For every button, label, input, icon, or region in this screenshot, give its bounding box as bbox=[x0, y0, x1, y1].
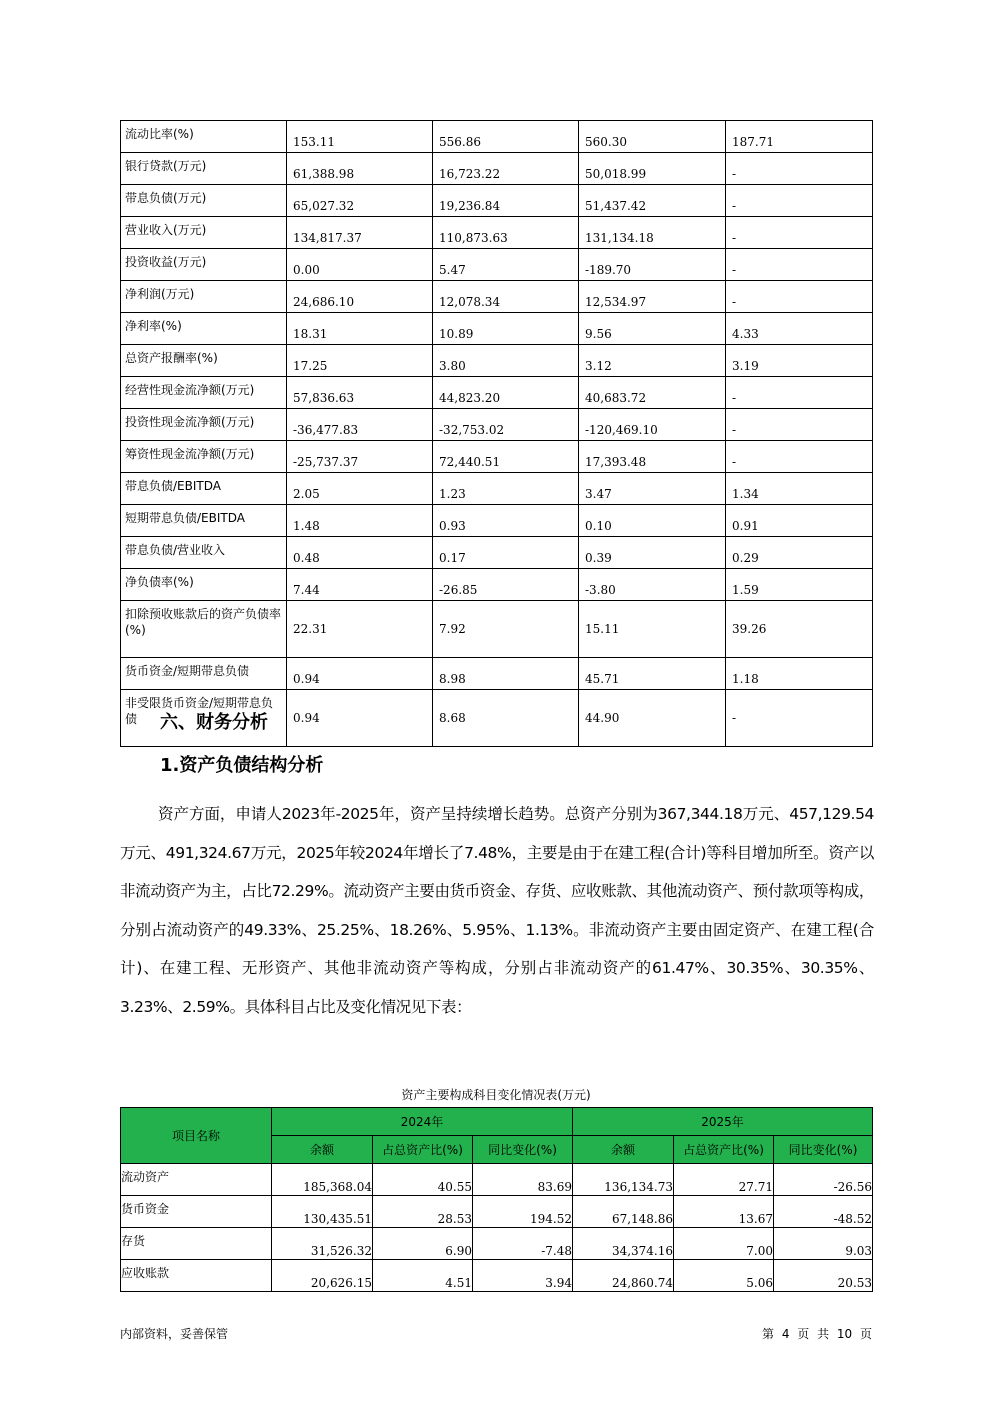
metric-value: 4.33 bbox=[726, 313, 873, 345]
metrics-row bbox=[121, 569, 873, 601]
metric-label: 带息负债(万元) bbox=[121, 185, 287, 217]
metric-value: 0.48 bbox=[287, 537, 433, 569]
metric-value: -32,753.02 bbox=[433, 409, 579, 441]
metric-label: 净利润(万元) bbox=[121, 281, 287, 313]
metric-value: 187.71 bbox=[726, 121, 873, 153]
metrics-row bbox=[121, 473, 873, 505]
metric-value: 15.11 bbox=[579, 601, 726, 658]
metrics-row bbox=[121, 601, 873, 658]
metrics-row bbox=[121, 217, 873, 249]
asset-value: 3.94 bbox=[473, 1260, 573, 1292]
metric-value: 22.31 bbox=[287, 601, 433, 658]
metric-value: 3.47 bbox=[579, 473, 726, 505]
metric-value: 0.93 bbox=[433, 505, 579, 537]
asset-item-name: 应收账款 bbox=[121, 1260, 272, 1292]
metric-value: 0.94 bbox=[287, 658, 433, 690]
metric-label: 总资产报酬率(%) bbox=[121, 345, 287, 377]
metric-label: 流动比率(%) bbox=[121, 121, 287, 153]
metrics-row bbox=[121, 345, 873, 377]
metric-value: 1.59 bbox=[726, 569, 873, 601]
metric-value: 17.25 bbox=[287, 345, 433, 377]
balance-header: 余额 bbox=[272, 1136, 373, 1164]
asset-row bbox=[121, 1228, 873, 1260]
metric-value: 12,534.97 bbox=[579, 281, 726, 313]
metric-label: 银行贷款(万元) bbox=[121, 153, 287, 185]
metrics-row bbox=[121, 441, 873, 473]
metric-value: 65,027.32 bbox=[287, 185, 433, 217]
asset-composition-table bbox=[120, 1107, 873, 1292]
metric-value: 0.17 bbox=[433, 537, 579, 569]
asset-value: 20,626.15 bbox=[272, 1260, 373, 1292]
metric-value: 40,683.72 bbox=[579, 377, 726, 409]
item-name-header: 项目名称 bbox=[121, 1108, 272, 1164]
metric-value: 0.29 bbox=[726, 537, 873, 569]
metric-value: - bbox=[726, 217, 873, 249]
metric-value: 5.47 bbox=[433, 249, 579, 281]
metric-value: 134,817.37 bbox=[287, 217, 433, 249]
metric-label: 扣除预收账款后的资产负债率(%) bbox=[121, 601, 287, 658]
metric-value: -25,737.37 bbox=[287, 441, 433, 473]
metric-value: 556.86 bbox=[433, 121, 579, 153]
metrics-row bbox=[121, 281, 873, 313]
metric-value: -189.70 bbox=[579, 249, 726, 281]
metric-value: 61,388.98 bbox=[287, 153, 433, 185]
section-title: 六、财务分析 bbox=[160, 712, 268, 733]
metric-value: - bbox=[726, 409, 873, 441]
metric-value: 50,018.99 bbox=[579, 153, 726, 185]
metric-value: 3.12 bbox=[579, 345, 726, 377]
metric-label: 经营性现金流净额(万元) bbox=[121, 377, 287, 409]
metric-value: 7.92 bbox=[433, 601, 579, 658]
asset-value: 194.52 bbox=[473, 1196, 573, 1228]
asset-value: 7.00 bbox=[674, 1228, 774, 1260]
metric-label: 投资性现金流净额(万元) bbox=[121, 409, 287, 441]
metric-value: 2.05 bbox=[287, 473, 433, 505]
year-2025-header: 2025年 bbox=[573, 1108, 873, 1136]
metric-label: 净利率(%) bbox=[121, 313, 287, 345]
asset-value: -48.52 bbox=[774, 1196, 873, 1228]
metric-value: 8.68 bbox=[433, 690, 579, 747]
metric-value: 39.26 bbox=[726, 601, 873, 658]
metric-value: -36,477.83 bbox=[287, 409, 433, 441]
metric-label: 短期带息负债/EBITDA bbox=[121, 505, 287, 537]
metric-value: 18.31 bbox=[287, 313, 433, 345]
asset-value: 24,860.74 bbox=[573, 1260, 674, 1292]
metrics-row bbox=[121, 121, 873, 153]
asset-value: 27.71 bbox=[674, 1164, 774, 1196]
metric-label: 带息负债/营业收入 bbox=[121, 537, 287, 569]
asset-value: 34,374.16 bbox=[573, 1228, 674, 1260]
metric-value: 7.44 bbox=[287, 569, 433, 601]
metric-label: 营业收入(万元) bbox=[121, 217, 287, 249]
asset-row bbox=[121, 1164, 873, 1196]
asset-value: 83.69 bbox=[473, 1164, 573, 1196]
asset-value: 5.06 bbox=[674, 1260, 774, 1292]
asset-item-name: 流动资产 bbox=[121, 1164, 272, 1196]
metric-value: 560.30 bbox=[579, 121, 726, 153]
metrics-row bbox=[121, 537, 873, 569]
metric-label: 净负债率(%) bbox=[121, 569, 287, 601]
asset-header-row-years bbox=[121, 1108, 873, 1136]
asset-table-body bbox=[121, 1108, 873, 1292]
metric-value: 8.98 bbox=[433, 658, 579, 690]
asset-item-name: 存货 bbox=[121, 1228, 272, 1260]
metrics-row bbox=[121, 409, 873, 441]
asset-row bbox=[121, 1196, 873, 1228]
metric-value: 17,393.48 bbox=[579, 441, 726, 473]
share-header: 占总资产比(%) bbox=[373, 1136, 473, 1164]
asset-value: -7.48 bbox=[473, 1228, 573, 1260]
metric-label: 投资收益(万元) bbox=[121, 249, 287, 281]
metric-value: 1.48 bbox=[287, 505, 433, 537]
metric-value: - bbox=[726, 690, 873, 747]
asset-table-caption: 资产主要构成科目变化情况表(万元) bbox=[401, 1088, 591, 1102]
metric-value: 51,437.42 bbox=[579, 185, 726, 217]
asset-value: 9.03 bbox=[774, 1228, 873, 1260]
metric-value: 19,236.84 bbox=[433, 185, 579, 217]
metric-label: 带息负债/EBITDA bbox=[121, 473, 287, 505]
balance-header: 余额 bbox=[573, 1136, 674, 1164]
asset-value: 31,526.32 bbox=[272, 1228, 373, 1260]
metric-value: 0.91 bbox=[726, 505, 873, 537]
metrics-row bbox=[121, 505, 873, 537]
metric-value: 72,440.51 bbox=[433, 441, 579, 473]
financial-metrics-table bbox=[120, 120, 873, 747]
metric-value: -26.85 bbox=[433, 569, 579, 601]
metrics-row bbox=[121, 377, 873, 409]
metrics-row bbox=[121, 313, 873, 345]
yoy-header: 同比变化(%) bbox=[774, 1136, 873, 1164]
metric-value: 1.34 bbox=[726, 473, 873, 505]
metric-value: - bbox=[726, 441, 873, 473]
metric-value: 44,823.20 bbox=[433, 377, 579, 409]
metric-label: 非受限货币资金/短期带息负债 bbox=[121, 690, 287, 747]
metric-value: 131,134.18 bbox=[579, 217, 726, 249]
asset-value: 28.53 bbox=[373, 1196, 473, 1228]
asset-value: 40.55 bbox=[373, 1164, 473, 1196]
footer-page-number: 第 4 页 共 10 页 bbox=[762, 1327, 872, 1341]
metric-value: - bbox=[726, 153, 873, 185]
asset-value: 185,368.04 bbox=[272, 1164, 373, 1196]
metric-value: -3.80 bbox=[579, 569, 726, 601]
metric-value: 44.90 bbox=[579, 690, 726, 747]
metric-value: 1.18 bbox=[726, 658, 873, 690]
share-header: 占总资产比(%) bbox=[674, 1136, 774, 1164]
asset-value: 67,148.86 bbox=[573, 1196, 674, 1228]
metric-value: 45.71 bbox=[579, 658, 726, 690]
metric-value: - bbox=[726, 377, 873, 409]
year-2024-header: 2024年 bbox=[272, 1108, 573, 1136]
metric-value: 57,836.63 bbox=[287, 377, 433, 409]
metric-value: - bbox=[726, 249, 873, 281]
analysis-paragraph: 资产方面，申请人2023年-2025年，资产呈持续增长趋势。总资产分别为367,344.18万元、457,129.54万元、491,324.67万元，2025年较2024年增长了7.48%，主要是由于在建工程(合计)等科目增加所至。资产以非流动资产为主，占比72.29%。流动资产主要由货币资金、存货、应收账款、其他流动资产、预付款项等构成，分别占流动资产的49.33%、25.25%、18.26%、5.95%、1.13%。非流动资产主要由固定资产、在建工程(合计)、在建工程、无形资产、其他非流动资产等构成，分别占非流动资产的61.47%、30.35%、30.35%、3.23%、2.59%。具体科目占比及变化情况见下表： bbox=[120, 805, 874, 1016]
metric-value: -120,469.10 bbox=[579, 409, 726, 441]
asset-value: 130,435.51 bbox=[272, 1196, 373, 1228]
metric-value: - bbox=[726, 185, 873, 217]
metrics-row bbox=[121, 185, 873, 217]
metric-value: 0.94 bbox=[287, 690, 433, 747]
asset-value: -26.56 bbox=[774, 1164, 873, 1196]
yoy-header: 同比变化(%) bbox=[473, 1136, 573, 1164]
footer-confidential-note: 内部资料，妥善保管 bbox=[120, 1327, 229, 1341]
metric-value: 16,723.22 bbox=[433, 153, 579, 185]
metric-label: 货币资金/短期带息负债 bbox=[121, 658, 287, 690]
asset-value: 6.90 bbox=[373, 1228, 473, 1260]
subsection-title: 1.资产负债结构分析 bbox=[160, 755, 324, 776]
metric-value: 0.39 bbox=[579, 537, 726, 569]
asset-value: 136,134.73 bbox=[573, 1164, 674, 1196]
metrics-row bbox=[121, 658, 873, 690]
metric-value: 9.56 bbox=[579, 313, 726, 345]
metrics-row bbox=[121, 249, 873, 281]
metric-label: 筹资性现金流净额(万元) bbox=[121, 441, 287, 473]
metric-value: 3.19 bbox=[726, 345, 873, 377]
metrics-table-body bbox=[121, 121, 873, 747]
metric-value: 12,078.34 bbox=[433, 281, 579, 313]
metric-value: - bbox=[726, 281, 873, 313]
metric-value: 10.89 bbox=[433, 313, 579, 345]
metric-value: 0.10 bbox=[579, 505, 726, 537]
metric-value: 153.11 bbox=[287, 121, 433, 153]
asset-value: 13.67 bbox=[674, 1196, 774, 1228]
metric-value: 1.23 bbox=[433, 473, 579, 505]
asset-value: 4.51 bbox=[373, 1260, 473, 1292]
asset-row bbox=[121, 1260, 873, 1292]
asset-item-name: 货币资金 bbox=[121, 1196, 272, 1228]
metric-value: 3.80 bbox=[433, 345, 579, 377]
metrics-row bbox=[121, 153, 873, 185]
metric-value: 110,873.63 bbox=[433, 217, 579, 249]
metric-value: 24,686.10 bbox=[287, 281, 433, 313]
metric-value: 0.00 bbox=[287, 249, 433, 281]
asset-value: 20.53 bbox=[774, 1260, 873, 1292]
